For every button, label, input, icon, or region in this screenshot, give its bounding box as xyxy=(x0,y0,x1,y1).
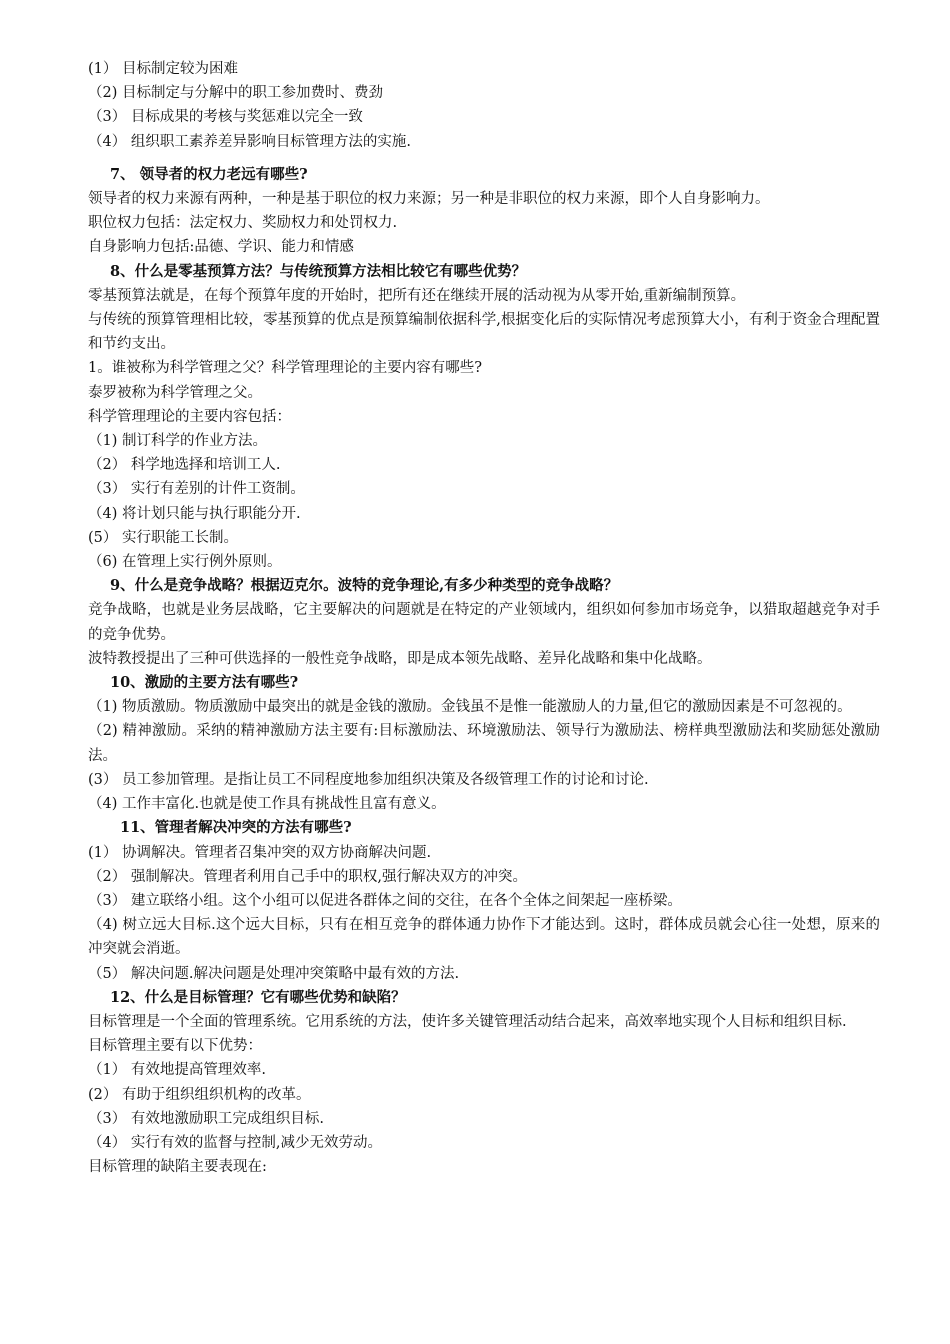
paragraph: 泰罗被称为科学管理之父。 xyxy=(88,384,262,401)
question-line-1: 1。谁被称为科学管理之父？科学管理理论的主要内容有哪些? xyxy=(88,360,482,377)
list-item: （3） 有效地激励职工完成组织目标. xyxy=(88,1110,324,1127)
paragraph: 领导者的权力来源有两种，一种是基于职位的权力来源；另一种是非职位的权力来源，即个人自身影响力。 xyxy=(88,191,770,208)
list-item: (3） 员工参加管理。是指让员工不同程度地参加组织决策及各级管理工作的讨论和讨论. xyxy=(88,771,649,788)
question-heading-12: 12、什么是目标管理？它有哪些优势和缺陷？ xyxy=(110,988,406,1006)
list-item: (1） 协调解决。管理者召集冲突的双方协商解决问题. xyxy=(88,844,432,861)
paragraph: 目标管理的缺陷主要表现在: xyxy=(88,1159,267,1176)
list-item: （2) 目标制定与分解中的职工参加费时、费劲 xyxy=(88,85,383,102)
list-item: （5） 解决问题.解决问题是处理冲突策略中最有效的方法. xyxy=(88,965,460,982)
question-heading-10: 10、激励的主要方法有哪些? xyxy=(110,674,299,692)
question-heading-8: 8、什么是零基预算方法？与传统预算方法相比较它有哪些优势？ xyxy=(110,262,527,280)
list-item: （1） 有效地提高管理效率. xyxy=(88,1062,266,1079)
list-item: （4) 树立远大目标.这个远大目标，只有在相互竞争的群体通力协作下才能达到。这时，群体成员就会心往一处想，原来的冲突就会消逝。 xyxy=(88,917,880,958)
paragraph: 自身影响力包括:品德、学识、能力和情感 xyxy=(88,239,354,256)
list-item: （1) 制订科学的作业方法。 xyxy=(88,433,267,450)
paragraph: 波特教授提出了三种可供选择的一般性竞争战略，即是成本领先战略、差异化战略和集中化战略。 xyxy=(88,650,712,667)
list-item: （3） 建立联络小组。这个小组可以促进各群体之间的交往，在各个全体之间架起一座桥梁。 xyxy=(88,892,682,909)
list-item: (5） 实行职能工长制。 xyxy=(88,529,238,546)
paragraph: 竞争战略，也就是业务层战略，它主要解决的问题就是在特定的产业领域内，组织如何参加市场竞争，以猎取超越竞争对手的竞争优势。 xyxy=(88,602,880,643)
list-item: （2） 科学地选择和培训工人. xyxy=(88,457,281,474)
list-item: （4) 工作丰富化.也就是使工作具有挑战性且富有意义。 xyxy=(88,796,446,813)
paragraph: 与传统的预算管理相比较，零基预算的优点是预算编制依据科学,根据变化后的实际情况考虑预算大小，有利于资金合理配置和节约支出。 xyxy=(88,312,880,353)
paragraph: 职位权力包括：法定权力、奖励权力和处罚权力. xyxy=(88,215,398,232)
paragraph: 目标管理是一个全面的管理系统。它用系统的方法，使许多关键管理活动结合起来，高效率地实现个人目标和组织目标. xyxy=(88,1013,847,1030)
list-item: (1） 目标制定较为困难 xyxy=(88,61,238,77)
question-heading-11: 11、管理者解决冲突的方法有哪些? xyxy=(120,819,352,837)
list-item: （2) 精神激励。采纳的精神激励方法主要有:目标激励法、环境激励法、领导行为激励法、榜样典型激励法和奖励惩处激励法。 xyxy=(88,723,880,764)
paragraph: 目标管理主要有以下优势： xyxy=(88,1038,262,1055)
list-item: （6) 在管理上实行例外原则。 xyxy=(88,554,282,571)
list-item: （2） 强制解决。管理者利用自己手中的职权,强行解决双方的冲突。 xyxy=(88,868,527,885)
paragraph: 科学管理理论的主要内容包括： xyxy=(88,408,291,425)
list-item: (2） 有助于组织组织机构的改革。 xyxy=(88,1086,311,1103)
list-item: （4) 将计划只能与执行职能分开. xyxy=(88,505,301,522)
list-item: （4） 组织职工素养差异影响目标管理方法的实施. xyxy=(88,133,411,150)
list-item: （4） 实行有效的监督与控制,减少无效劳动。 xyxy=(88,1134,382,1151)
list-item: （3） 实行有差别的计件工资制。 xyxy=(88,481,305,498)
question-heading-9: 9、什么是竞争战略？根据迈克尔。波特的竞争理论,有多少种类型的竞争战略？ xyxy=(110,577,619,595)
list-item: （1) 物质激励。物质激励中最突出的就是金钱的激励。金钱虽不是惟一能激励人的力量,但它的激励因素是不可忽视的。 xyxy=(88,699,852,716)
list-item: （3） 目标成果的考核与奖惩难以完全一致 xyxy=(88,109,363,126)
question-heading-7: 7、 领导者的权力老远有哪些? xyxy=(110,165,308,183)
paragraph: 零基预算法就是，在每个预算年度的开始时，把所有还在继续开展的活动视为从零开始,重新编制预算。 xyxy=(88,287,746,304)
